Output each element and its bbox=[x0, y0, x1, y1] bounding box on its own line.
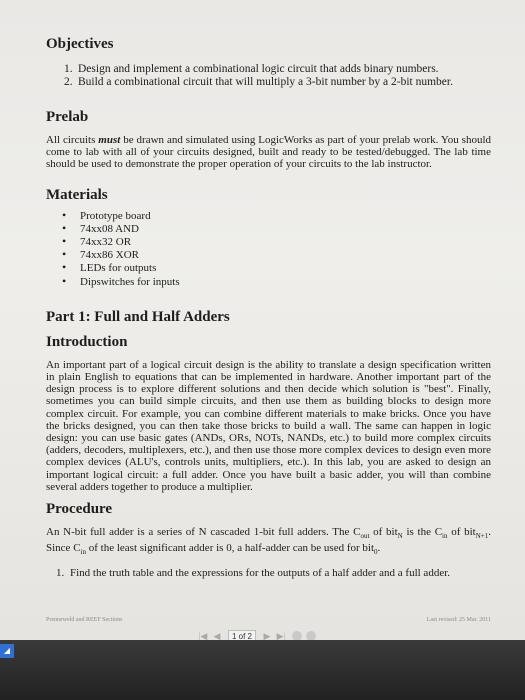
list-item: • 74xx32 OR bbox=[62, 236, 491, 249]
first-page-icon[interactable]: |◀ bbox=[198, 631, 208, 640]
footer-right-text: Last revised: 25 Mar. 2011 bbox=[426, 617, 491, 623]
objectives-heading: Objectives bbox=[46, 36, 114, 52]
materials-list bbox=[62, 210, 491, 289]
procedure-step-1: 1. Find the truth table and the expressions for the outputs of a half adder and a full adder. bbox=[56, 566, 451, 579]
document-content bbox=[46, 36, 491, 579]
page-footer bbox=[46, 617, 491, 627]
page-indicator[interactable]: 1 of 2 bbox=[228, 630, 256, 640]
part1-heading: Part 1: Full and Half Adders bbox=[46, 308, 230, 325]
list-item: • Dipswitches for inputs bbox=[62, 276, 491, 289]
emphasis-text: must bbox=[98, 134, 121, 146]
footer-left-text: Prenneweld and REEF Sections bbox=[46, 617, 123, 623]
next-page-icon[interactable]: ▶ bbox=[263, 631, 271, 640]
introduction-paragraph: An important part of a logical circuit design is the ability to translate a design specification written in plain English to equations that can be implemented in hardware. Another important part of the design process is to explore different solutions and then decide which solution is "best". Finally, sometimes you can build simple circuits, and then use them as building blocks to design more complex circuit. For example, you can combine different materials to make bricks. Once you have the bricks designed, you can then take those bricks to build a wall. The same can happen in logic design: you can use basic gates (ANDs, ORs, NOTs, NANDs, etc.) to build more complex circuits (adders, decoders, multiplexers, etc.), and then use those more complex devices to design even more complex devices (ALU's, controls units, multipliers, etc.). In this lab, you are asked to design an important logical circuit: a full adder. Once you have built a basic adder, you will than combine several adders together to produce a multiplier. bbox=[46, 358, 491, 493]
zoom-out-icon[interactable] bbox=[292, 631, 302, 640]
zoom-in-icon[interactable] bbox=[306, 631, 316, 640]
procedure-paragraph: An N-bit full adder is a series of N cascaded 1-bit full adders. The $C_{out}$ of bit$_N$ is the $C_{in}$ of bit$_{N+1}$. Since $C_{in}$ of the least significant adder is 0, a half-adder can be used for bit$_0$. bbox=[46, 526, 491, 557]
app-dock-icon[interactable]: ◢ bbox=[0, 644, 14, 658]
objectives-list bbox=[64, 63, 491, 89]
list-item: 2. Build a combinational circuit that will multiply a 3-bit number by a 2-bit number. bbox=[64, 76, 453, 88]
last-page-icon[interactable]: ▶| bbox=[276, 631, 286, 640]
list-item: • 74xx08 AND bbox=[62, 223, 491, 236]
prelab-heading: Prelab bbox=[46, 109, 89, 125]
desk-background bbox=[0, 640, 525, 700]
previous-page-icon[interactable]: ◀ bbox=[213, 631, 221, 640]
list-item: 1. Design and implement a combinational logic circuit that adds binary numbers. bbox=[64, 63, 439, 75]
list-item: • Prototype board bbox=[62, 210, 491, 223]
introduction-heading: Introduction bbox=[46, 333, 128, 350]
viewer-page-toolbar bbox=[180, 630, 330, 640]
list-item: • 74xx86 XOR bbox=[62, 249, 491, 262]
list-item: • LEDs for outputs bbox=[62, 262, 491, 275]
materials-heading: Materials bbox=[46, 186, 108, 203]
procedure-heading: Procedure bbox=[46, 501, 113, 518]
prelab-paragraph: All circuits must be drawn and simulated using LogicWorks as part of your prelab work. You should come to lab with all of your circuits designed, built and ready to be tested/debugged. The lab time should be used to demonstrate the proper operation of your circuits to the lab instructor. bbox=[46, 134, 491, 171]
